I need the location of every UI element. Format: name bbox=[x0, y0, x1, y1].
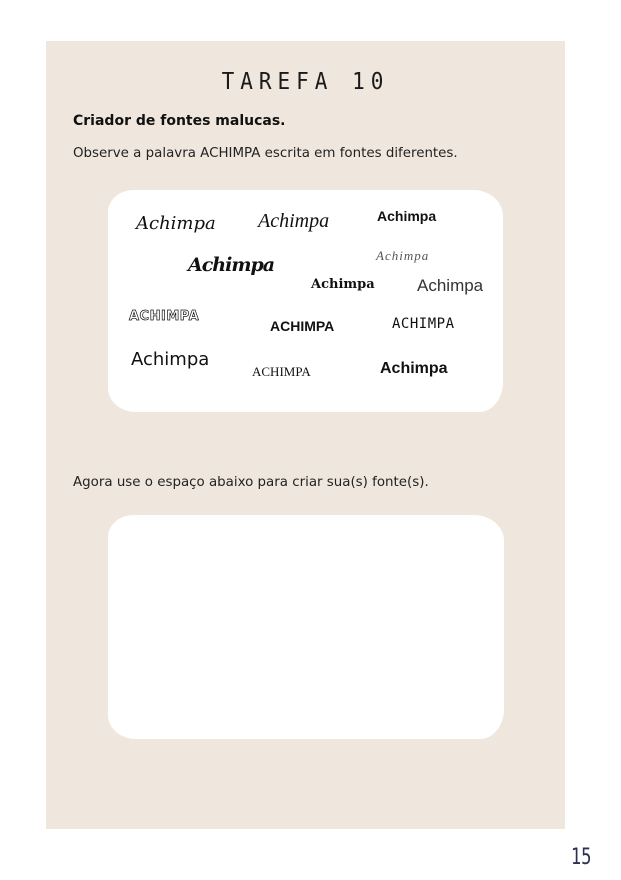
instruction-observe: Observe a palavra ACHIMPA escrita em fontes diferentes. bbox=[73, 146, 458, 161]
font-sample: ACHIMPA bbox=[129, 309, 200, 324]
font-sample: ACHIMPA bbox=[270, 318, 335, 334]
font-sample: Achimpa bbox=[311, 277, 375, 292]
font-sample: Achimpa bbox=[376, 248, 430, 263]
font-sample: Achimpa bbox=[131, 349, 210, 370]
font-sample: Achimpa bbox=[377, 208, 437, 224]
page-number: 15 bbox=[570, 845, 591, 870]
instruction-create: Agora use o espaço abaixo para criar sua(s) fonte(s). bbox=[73, 475, 429, 490]
font-sample: Achimpa bbox=[380, 360, 448, 377]
font-sample: ACHIMPA bbox=[252, 364, 311, 379]
drawing-area[interactable] bbox=[108, 515, 504, 739]
font-samples-box bbox=[108, 190, 503, 412]
font-sample: Achimpa bbox=[258, 210, 330, 232]
font-sample: Achimpa bbox=[417, 276, 484, 295]
font-sample: ACHIMPA bbox=[392, 316, 455, 332]
font-sample: Achimpa bbox=[136, 213, 216, 234]
worksheet-panel bbox=[46, 41, 565, 829]
font-sample: Achimpa bbox=[188, 254, 275, 276]
task-subtitle: Criador de fontes malucas. bbox=[73, 113, 286, 129]
page-title: TAREFA 10 bbox=[221, 67, 390, 95]
